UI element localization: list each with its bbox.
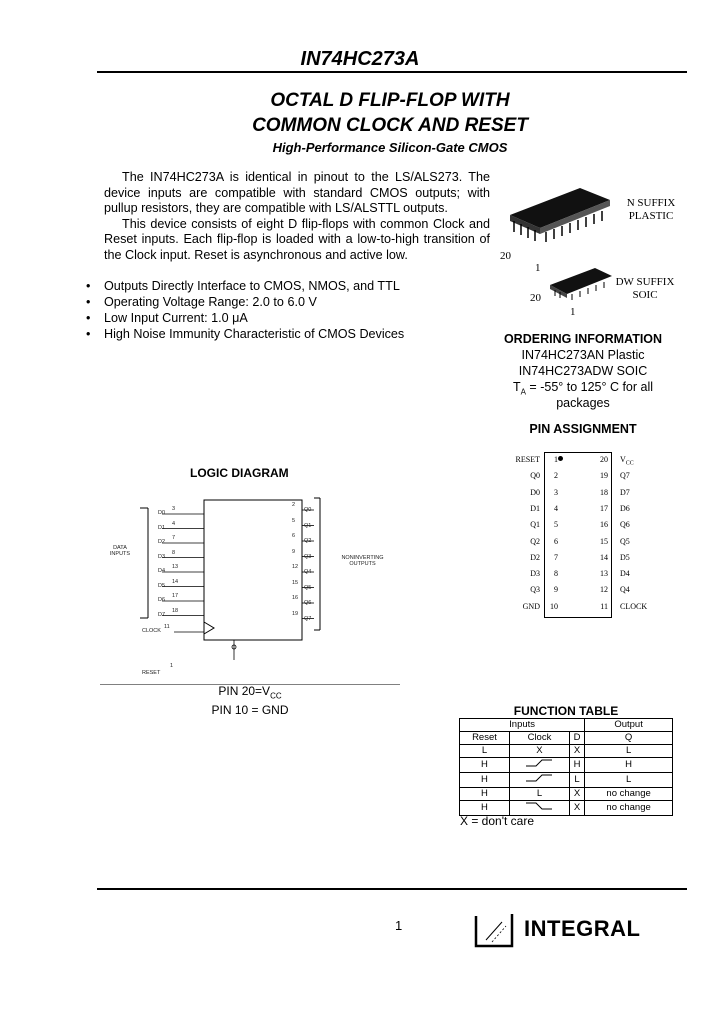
logic-diagram-title: LOGIC DIAGRAM	[190, 466, 289, 480]
input-label-D3: D3	[158, 553, 166, 560]
logic-chip-body	[204, 500, 302, 640]
output-pin-19: 19	[292, 610, 299, 617]
output-label-Q7: Q7	[304, 615, 312, 622]
table-row: H X no change	[460, 801, 673, 816]
part-number-header: IN74HC273A	[300, 48, 420, 70]
n-pin-20-label: 20	[500, 250, 511, 262]
pin-assignment-title: PIN ASSIGNMENT	[529, 422, 637, 436]
soic-package-icon	[550, 268, 612, 300]
inputs-group-header: Inputs	[460, 719, 585, 732]
table-row: H L X no change	[460, 788, 673, 801]
table-row: L X X L	[460, 745, 673, 758]
data-inputs-label: DATA INPUTS	[109, 545, 131, 557]
pin-left-1: RESET 1	[515, 455, 558, 464]
pin-right-18: 18 D7	[600, 487, 630, 497]
output-label-Q0: Q0	[304, 507, 312, 513]
pin-left-3: D0 3	[530, 487, 558, 497]
feature-item: • Outputs Directly Interface to CMOS, NMOS, and TTL	[86, 279, 400, 293]
pin-right-11: 11 CLOCK	[600, 601, 648, 611]
pin-right-19: 19 Q7	[600, 471, 630, 481]
clock-triangle-icon	[204, 622, 214, 634]
input-pin-18: 18	[172, 607, 179, 614]
title-line-1: OCTAL D FLIP-FLOP WITH	[270, 90, 510, 111]
pin-left-7: D2 7	[530, 552, 558, 562]
input-label-D7: D7	[158, 611, 166, 618]
input-label-D0: D0	[158, 510, 166, 516]
intro-paragraph-1: The IN74HC273A is identical in pinout to the LS/ALS273. The device inputs are compatible with standard CMOS outputs; with pullup resistors, they are compatible with LS/ALSTTL outputs.	[104, 170, 490, 215]
output-pin-12: 12	[292, 564, 299, 570]
column-header: Q	[585, 732, 673, 745]
footer-rule	[97, 888, 687, 890]
ordering-line-4: packages	[556, 396, 610, 410]
input-pin-8: 8	[172, 549, 176, 556]
dw-pin-20-label: 20	[530, 292, 541, 304]
reset-label: RESET	[142, 670, 161, 676]
intro-text	[104, 170, 490, 263]
output-label-Q1: Q1	[304, 522, 312, 529]
input-pin-3: 3	[172, 506, 176, 512]
output-label-Q3: Q3	[304, 553, 312, 560]
rising-edge-icon	[509, 758, 569, 773]
pin-right-12: 12 Q4	[600, 585, 630, 595]
output-pin-5: 5	[292, 517, 296, 524]
vcc-pin-note: PIN $20=V_{CC}$	[218, 684, 282, 701]
feature-item: • Low Input Current: 1.0 μA	[86, 311, 248, 325]
n-suffix-label: N SUFFIX PLASTIC	[626, 197, 676, 222]
pin-left-2: Q0 2	[530, 471, 558, 481]
column-header: Reset	[460, 732, 510, 745]
pin-left-9: Q3 9	[530, 585, 558, 595]
function-table	[459, 718, 673, 816]
feature-item: • Operating Voltage Range: 2.0 to 6.0 V	[86, 295, 317, 309]
output-pin-16: 16	[292, 595, 299, 601]
power-pin-note	[180, 684, 320, 717]
table-row: H L L	[460, 773, 673, 788]
pin-right-15: 15 Q5	[600, 536, 630, 546]
reset-pin: 1	[170, 663, 174, 669]
dip-package-icon	[510, 188, 610, 242]
intro-paragraph-2: This device consists of eight D flip-flops with common Clock and Reset inputs. Each flip-flop is loaded with a low-to-high transition of the Clock input. Reset is asynchronous and active low.	[104, 216, 490, 262]
input-label-D2: D2	[158, 539, 166, 545]
output-pin-2: 2	[292, 502, 296, 508]
integral-logo-icon	[472, 910, 516, 948]
output-label-Q5: Q5	[304, 584, 312, 591]
column-header: D	[569, 732, 584, 745]
input-label-D6: D6	[158, 597, 166, 603]
feature-list	[86, 278, 486, 342]
n-pin-1-label: 1	[535, 262, 541, 274]
output-pin-9: 9	[292, 548, 296, 555]
page-number: 1	[395, 918, 403, 933]
clock-label: CLOCK	[142, 628, 161, 634]
pin-left-4: D1 4	[530, 503, 558, 513]
pin-left-5: Q1 5	[530, 520, 558, 530]
ordering-line-1: IN74HC273AN Plastic	[521, 348, 645, 362]
column-header: Clock	[509, 732, 569, 745]
input-pin-4: 4	[172, 520, 176, 527]
subtitle: High-Performance Silicon-Gate CMOS	[272, 140, 508, 155]
ordering-line-2: IN74HC273ADW SOIC	[518, 364, 648, 378]
output-label-Q4: Q4	[304, 569, 312, 575]
pin-left-6: Q2 6	[530, 536, 558, 546]
output-pin-6: 6	[292, 533, 296, 539]
logic-diagram	[100, 490, 400, 685]
dw-pin-1-label: 1	[570, 306, 576, 318]
output-pin-15: 15	[292, 579, 299, 586]
input-label-D5: D5	[158, 582, 166, 589]
pin-right-14: 14 D5	[600, 552, 630, 562]
pin-left-8: D3 8	[530, 569, 558, 579]
noninverting-outputs-label: NONINVERTING OUTPUTS	[341, 555, 384, 567]
input-pin-13: 13	[172, 564, 179, 570]
pin-right-16: 16 Q6	[600, 520, 630, 530]
rising-edge-icon	[509, 773, 569, 788]
feature-item: • High Noise Immunity Characteristic of CMOS Devices	[86, 327, 405, 341]
output-label-Q6: Q6	[304, 600, 312, 606]
output-group-header: Output	[585, 719, 673, 732]
pin-right-20: 20 $V_{CC}$	[600, 455, 634, 467]
brand-name: INTEGRAL	[524, 916, 641, 941]
package-illustrations	[500, 180, 620, 320]
pin-left-10: GND 10	[522, 601, 558, 611]
input-pin-7: 7	[172, 535, 176, 541]
table-row: H H H	[460, 758, 673, 773]
ordering-title: ORDERING INFORMATION	[503, 332, 663, 346]
input-label-D1: D1	[158, 524, 166, 531]
header-rule	[97, 71, 687, 73]
pin-right-13: 13 D4	[600, 569, 630, 579]
input-pin-14: 14	[172, 578, 179, 585]
ordering-temp-range: $T_A = -55^\circ$ to 125° C for all	[512, 380, 654, 397]
input-pin-17: 17	[172, 593, 179, 599]
dw-suffix-label: DW SUFFIX SOIC	[615, 276, 675, 301]
gnd-pin-note: PIN 10 = GND	[211, 703, 289, 718]
output-label-Q2: Q2	[304, 538, 312, 544]
dont-care-note: X = don't care	[460, 814, 535, 828]
function-table-title: FUNCTION TABLE	[513, 704, 619, 718]
clock-pin: 11	[164, 624, 170, 630]
title-line-2: COMMON CLOCK AND RESET	[252, 115, 528, 136]
pin-right-17: 17 D6	[600, 503, 630, 513]
input-label-D4: D4	[158, 568, 166, 574]
